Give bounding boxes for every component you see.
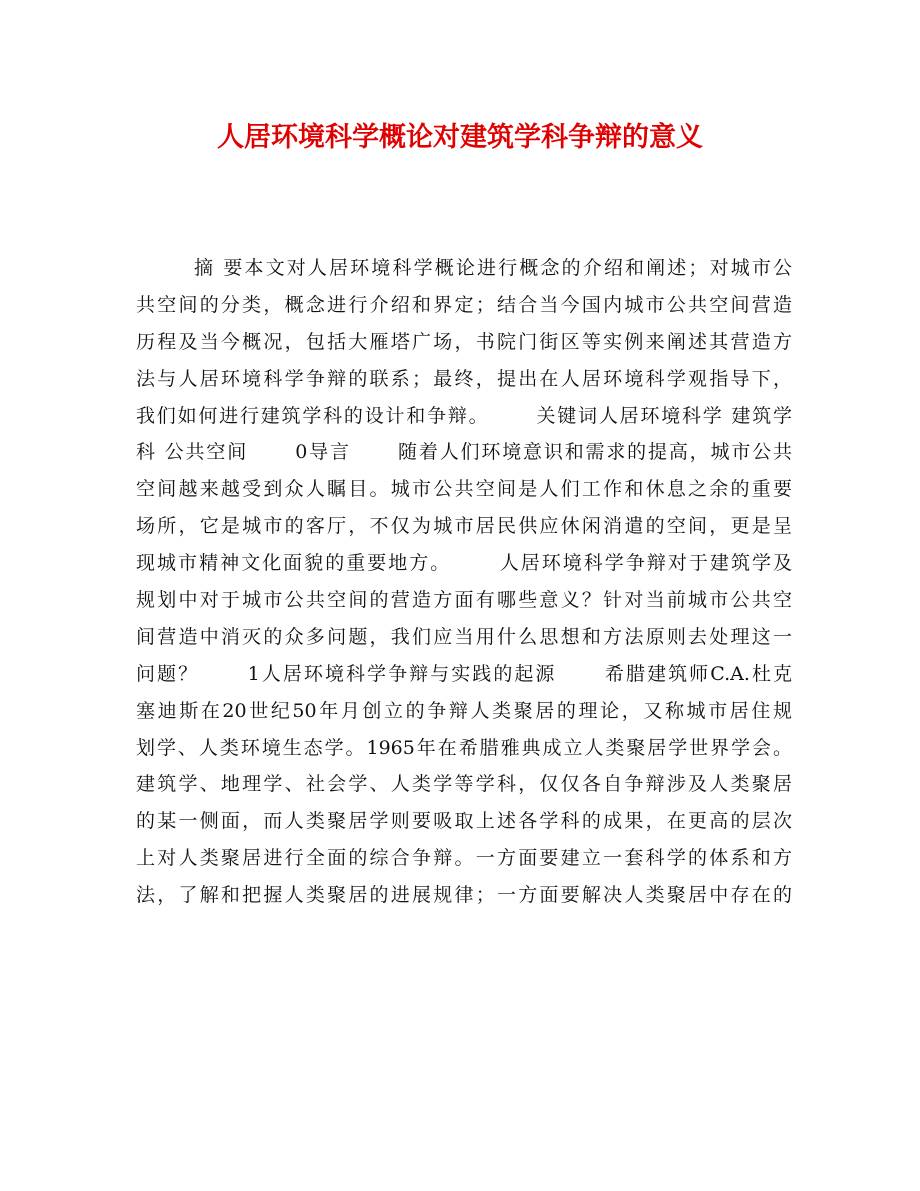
body-line: 建筑学、地理学、社会学、人类学等学科，仅仅各自争辩涉及人类聚居 bbox=[136, 773, 792, 796]
body-line: 上对人类聚居进行全面的综合争辩。一方面要建立一套科学的体系和方 bbox=[136, 847, 792, 870]
body-line: 历程及当今概况，包括大雁塔广场，书院门街区等实例来阐述其营造方 bbox=[136, 330, 792, 353]
body-line: 现城市精神文化面貌的重要地方。 人居环境科学争辩对于建筑学及 bbox=[136, 552, 792, 575]
document-title: 人居环境科学概论对建筑学科争辩的意义 bbox=[217, 122, 703, 153]
body-line: 法与人居环境科学争辩的联系；最终，提出在人居环境科学观指导下， bbox=[136, 367, 792, 390]
body-line: 科 公共空间 0导言 随着人们环境意识和需求的提高，城市公共 bbox=[136, 441, 792, 464]
body-line: 的某一侧面，而人类聚居学则要吸取上述各学科的成果，在更高的层次 bbox=[136, 810, 792, 833]
body-line: 场所，它是城市的客厅，不仅为城市居民供应休闲消遣的空间，更是呈 bbox=[136, 515, 792, 538]
body-line: 法，了解和把握人类聚居的进展规律；一方面要解决人类聚居中存在的 bbox=[136, 884, 792, 907]
body-line: 问题？ 1人居环境科学争辩与实践的起源 希腊建筑师C.A.杜克 bbox=[136, 662, 792, 685]
body-line: 规划中对于城市公共空间的营造方面有哪些意义？针对当前城市公共空 bbox=[136, 589, 792, 612]
body-line: 摘 要本文对人居环境科学概论进行概念的介绍和阐述；对城市公 bbox=[194, 257, 792, 279]
body-line: 我们如何进行建筑学科的设计和争辩。 关键词人居环境科学 建筑学 bbox=[136, 404, 792, 427]
body-line: 塞迪斯在20世纪50年月创立的争辩人类聚居的理论，又称城市居住规 bbox=[136, 699, 792, 722]
body-line: 划学、人类环境生态学。1965年在希腊雅典成立人类聚居学世界学会。 bbox=[136, 736, 792, 759]
body-line: 共空间的分类，概念进行介绍和界定；结合当今国内城市公共空间营造 bbox=[136, 293, 792, 316]
document-body bbox=[136, 250, 792, 914]
body-line: 间营造中消灭的众多问题，我们应当用什么思想和方法原则去处理这一 bbox=[136, 625, 792, 648]
body-line: 空间越来越受到众人瞩目。城市公共空间是人们工作和休息之余的重要 bbox=[136, 478, 792, 501]
